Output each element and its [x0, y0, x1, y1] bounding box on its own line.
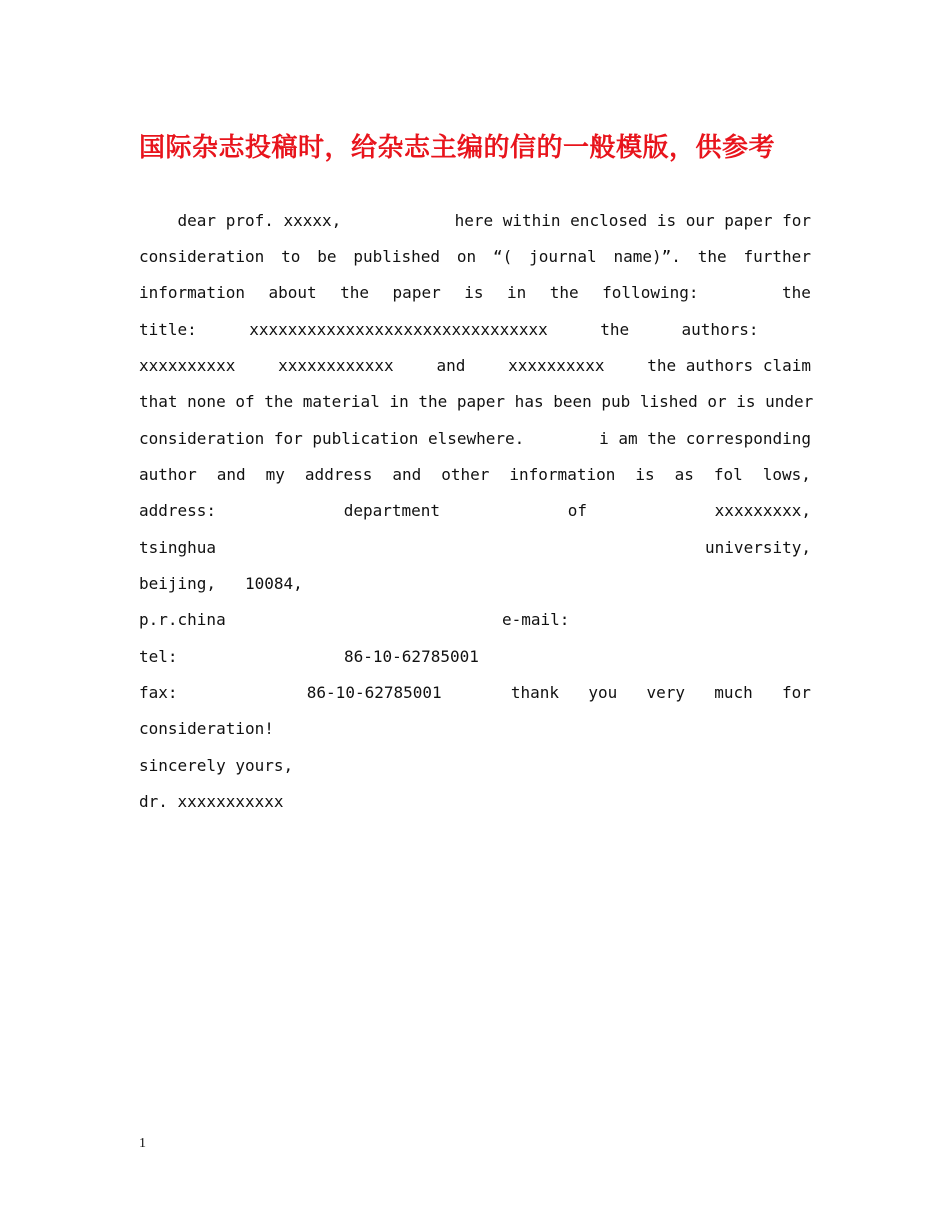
body-line	[139, 318, 811, 342]
body-text: for	[782, 683, 811, 702]
body-text: consideration!	[139, 719, 274, 738]
body-text: xxxxxxxxx,	[714, 501, 811, 520]
body-text: you	[588, 683, 618, 702]
body-text: on	[456, 247, 477, 266]
body-line	[139, 281, 811, 305]
body-text: name)”.	[613, 247, 681, 266]
body-text: is	[464, 283, 484, 302]
body-text: information	[139, 283, 245, 302]
body-line	[139, 536, 811, 560]
body-text: i am the corresponding	[599, 429, 811, 448]
body-text: consideration	[139, 247, 265, 266]
body-text: consideration for publication elsewhere.	[139, 429, 525, 448]
body-text: sincerely yours,	[139, 756, 294, 775]
body-text: as	[674, 465, 694, 484]
body-text: about	[268, 283, 317, 302]
body-text: 86-10-62785001	[306, 683, 442, 702]
body-line	[139, 754, 811, 778]
body-text: the	[340, 283, 370, 302]
body-text: dear prof. xxxxx,	[139, 211, 342, 230]
body-text: author	[139, 465, 197, 484]
body-line	[139, 717, 811, 741]
body-text: lows,	[762, 465, 811, 484]
body-text: authors:	[681, 320, 759, 339]
body-line	[139, 245, 811, 269]
body-text: beijing, 10084,	[139, 574, 303, 593]
body-text: to	[281, 247, 301, 266]
body-text: further	[743, 247, 811, 266]
body-text: 86-10-62785001	[344, 647, 479, 666]
body-text: here within enclosed is our paper for	[454, 211, 811, 230]
body-text: and	[436, 356, 466, 375]
body-text: much	[714, 683, 753, 702]
page-title: 国际杂志投稿时，给杂志主编的信的一般模版，供参考	[139, 133, 776, 163]
body-text: the	[697, 247, 727, 266]
body-text: information	[509, 465, 616, 484]
body-text: tsinghua	[139, 538, 217, 557]
body-text: “(	[493, 247, 513, 266]
body-line	[139, 499, 811, 523]
body-text: the	[549, 283, 579, 302]
body-text: and	[216, 465, 246, 484]
body-text: journal	[529, 247, 597, 266]
page-number: 1	[139, 1136, 146, 1151]
body-line	[139, 427, 811, 451]
body-text: in	[506, 283, 527, 302]
body-line	[139, 390, 814, 414]
body-text: xxxxxxxxxxxxxxxxxxxxxxxxxxxxxxx	[249, 320, 548, 339]
body-text: the	[600, 320, 630, 339]
body-text: paper	[392, 283, 441, 302]
body-line	[139, 790, 811, 814]
body-text: be	[317, 247, 337, 266]
body-text: is	[635, 465, 655, 484]
body-text: xxxxxxxxxx	[508, 356, 605, 375]
body-text: dr. xxxxxxxxxxx	[139, 792, 284, 811]
body-text: tel:	[139, 647, 178, 666]
body-line	[139, 645, 811, 669]
body-text: the	[781, 283, 811, 302]
body-text: p.r.china	[139, 610, 226, 629]
body-text: the authors claim	[647, 356, 811, 375]
body-text: other	[441, 465, 490, 484]
body-line	[139, 572, 811, 596]
body-text: following:	[602, 283, 699, 302]
body-line	[139, 354, 811, 378]
body-text: fax:	[139, 683, 178, 702]
body-text: thank	[510, 683, 560, 702]
body-text: title:	[139, 320, 197, 339]
body-text: address:	[139, 501, 217, 520]
body-line	[139, 463, 811, 487]
body-text: fol	[713, 465, 743, 484]
body-text: xxxxxxxxxxxx	[278, 356, 394, 375]
body-text: xxxxxxxxxx	[139, 356, 236, 375]
body-text: of	[567, 501, 587, 520]
body-line	[139, 608, 811, 632]
body-line	[139, 681, 811, 705]
body-line	[139, 209, 811, 233]
body-text: very	[646, 683, 685, 702]
body-text: e-mail:	[502, 610, 570, 629]
body-text: and	[392, 465, 422, 484]
body-text: department	[343, 501, 441, 520]
body-text: published	[353, 247, 441, 266]
body-text: address	[304, 465, 373, 484]
body-text: that none of the material in the paper has been pub lished or is under	[139, 392, 814, 411]
body-text: university,	[705, 538, 811, 557]
body-text: my	[265, 465, 285, 484]
